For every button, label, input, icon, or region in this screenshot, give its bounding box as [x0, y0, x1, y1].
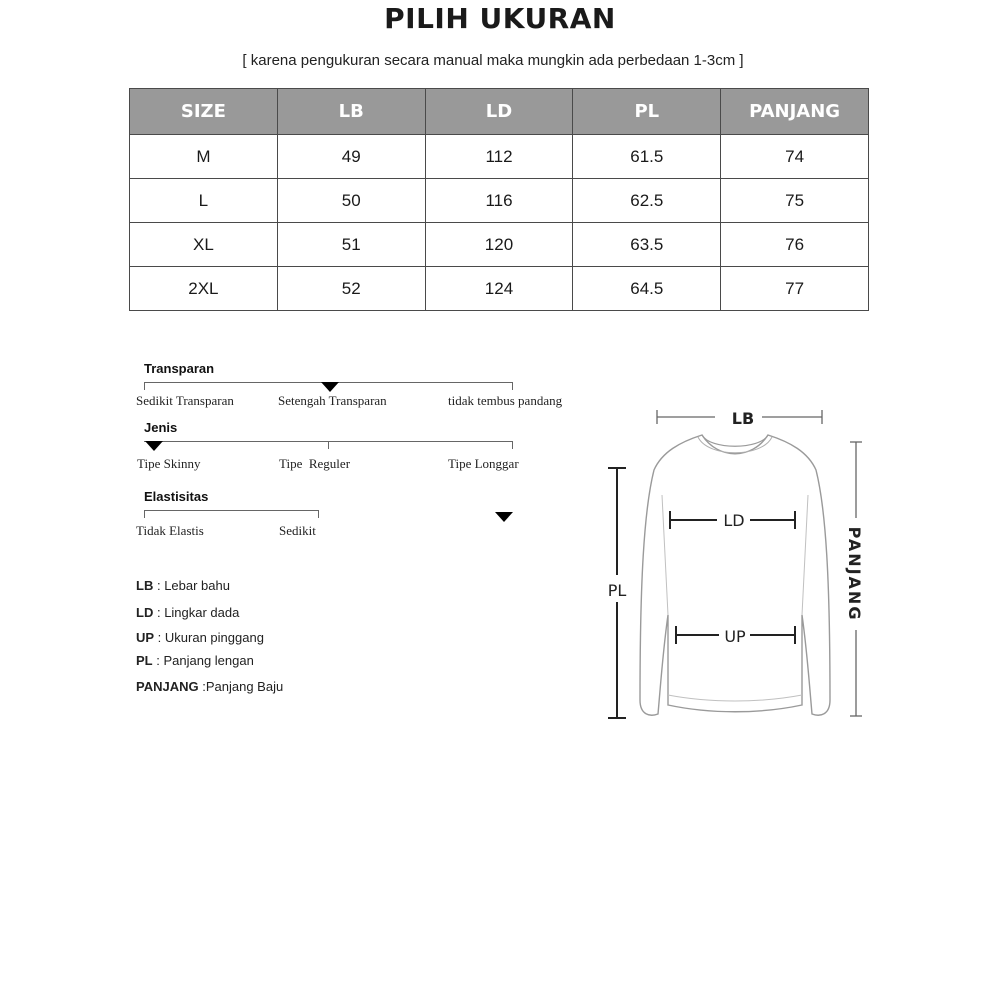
table-cell: M [130, 135, 278, 179]
jenis-label: Tipe Reguler [279, 456, 351, 471]
legend-desc: Lingkar dada [164, 605, 240, 620]
table-row [130, 223, 869, 267]
legend-desc: Ukuran pinggang [164, 630, 264, 645]
transparan-label: Setengah Transparan [278, 393, 387, 408]
jenis-label: Tipe Longgar [448, 456, 519, 471]
header-size: SIZE [130, 89, 278, 135]
seam-left-icon [662, 495, 668, 615]
collar-inner-icon [698, 437, 772, 453]
seam-right-icon [802, 495, 808, 615]
ld-dimension-label: LD [723, 511, 745, 530]
legend-desc: Panjang Baju [205, 679, 284, 694]
legend-sep: : [153, 578, 165, 593]
jenis-marker-icon [145, 441, 163, 451]
table-cell: 112 [425, 135, 573, 179]
table-cell: XL [130, 223, 278, 267]
legend-item-panjang [136, 679, 283, 694]
page-title: PILIH UKURAN [384, 2, 616, 35]
table-row [130, 135, 869, 179]
header-ld: LD [425, 89, 573, 135]
jenis-title: Jenis [144, 420, 178, 435]
hem-icon [668, 695, 802, 701]
elastisitas-scale-line [144, 510, 319, 511]
header-pl: PL [573, 89, 721, 135]
scale-tick [512, 441, 513, 449]
legend-desc: Panjang lengan [163, 653, 254, 668]
scale-tick [328, 441, 329, 449]
legend-abbr: PL [136, 653, 153, 668]
table-row [130, 267, 869, 311]
legend-sep: : [153, 605, 165, 620]
pl-dimension-label: PL [607, 581, 627, 600]
table-cell: 49 [277, 135, 425, 179]
elastisitas-marker-icon [495, 512, 513, 522]
elastisitas-label: Sedikit [279, 523, 316, 538]
collar-icon [702, 435, 768, 446]
table-header-row [130, 89, 869, 135]
table-cell: 61.5 [573, 135, 721, 179]
legend-sep: : [154, 630, 165, 645]
table-cell: 75 [721, 179, 869, 223]
transparan-label: Sedikit Transparan [136, 393, 234, 408]
table-cell: 63.5 [573, 223, 721, 267]
table-cell: 51 [277, 223, 425, 267]
legend-item-ld [136, 605, 239, 620]
elastisitas-title: Elastisitas [144, 489, 209, 504]
table-cell: 77 [721, 267, 869, 311]
size-chart-table [129, 88, 869, 311]
legend-abbr: PANJANG [136, 679, 199, 694]
scale-tick [512, 382, 513, 390]
measurement-note: [ karena pengukuran secara manual maka mungkin ada perbedaan 1-3cm ] [242, 52, 744, 69]
legend-abbr: UP [136, 630, 155, 645]
table-cell: L [130, 179, 278, 223]
transparan-marker-icon [321, 382, 339, 392]
legend-abbr: LD [136, 605, 154, 620]
table-cell: 2XL [130, 267, 278, 311]
table-cell: 62.5 [573, 179, 721, 223]
table-cell: 116 [425, 179, 573, 223]
table-row [130, 179, 869, 223]
transparan-label: tidak tembus pandang [448, 393, 563, 408]
scale-tick [318, 510, 319, 518]
header-panjang: PANJANG [721, 89, 869, 135]
transparan-title: Transparan [144, 361, 215, 376]
elastisitas-label: Tidak Elastis [136, 523, 204, 538]
jenis-label: Tipe Skinny [137, 456, 201, 471]
lb-dimension-label: LB [731, 409, 755, 428]
scale-tick [144, 510, 145, 518]
panjang-dimension-label: PANJANG [845, 526, 864, 622]
table-cell: 64.5 [573, 267, 721, 311]
table-cell: 52 [277, 267, 425, 311]
shirt-measurement-diagram [590, 400, 880, 730]
legend-item-pl [136, 653, 254, 668]
legend-desc: Lebar bahu [164, 578, 230, 593]
table-cell: 50 [277, 179, 425, 223]
table-cell: 74 [721, 135, 869, 179]
legend-sep: : [152, 653, 164, 668]
table-cell: 120 [425, 223, 573, 267]
shirt-outline-icon [640, 435, 830, 715]
legend-sep: : [198, 679, 206, 694]
scale-tick [144, 382, 145, 390]
up-dimension-label: UP [724, 627, 746, 646]
table-cell: 124 [425, 267, 573, 311]
legend-item-up [136, 630, 264, 645]
header-lb: LB [277, 89, 425, 135]
table-cell: 76 [721, 223, 869, 267]
legend-abbr: LB [136, 578, 154, 593]
legend-item-lb [136, 578, 230, 593]
